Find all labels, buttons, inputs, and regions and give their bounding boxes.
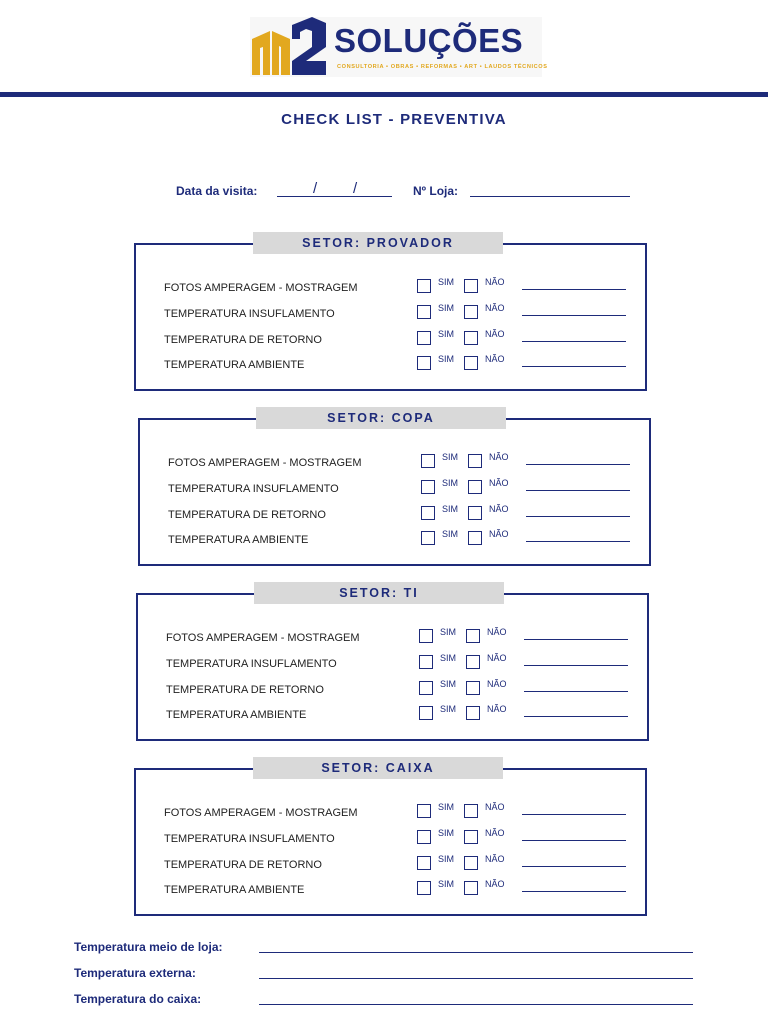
no-option-label: NÃO — [489, 529, 509, 539]
notes-field[interactable] — [524, 665, 628, 666]
logo-title: SOLUÇÕES — [334, 22, 524, 59]
notes-field[interactable] — [526, 516, 630, 517]
document-title: CHECK LIST - PREVENTIVA — [281, 111, 507, 128]
yes-option-label: SIM — [440, 627, 457, 637]
no-option-label: NÃO — [485, 329, 505, 339]
yes-checkbox[interactable] — [421, 480, 435, 494]
yes-option-label: SIM — [442, 529, 459, 539]
yes-checkbox[interactable] — [421, 506, 435, 520]
no-checkbox[interactable] — [464, 856, 478, 870]
no-checkbox[interactable] — [464, 356, 478, 370]
no-checkbox[interactable] — [468, 480, 482, 494]
sector-section — [136, 593, 649, 741]
yes-checkbox[interactable] — [417, 856, 431, 870]
notes-field[interactable] — [522, 840, 626, 841]
item-label: FOTOS AMPERAGEM - MOSTRAGEM — [164, 282, 358, 294]
store-middle-temp-label: Temperatura meio de loja: — [74, 940, 223, 954]
store-number-field[interactable] — [470, 196, 630, 197]
no-checkbox[interactable] — [464, 881, 478, 895]
item-label: TEMPERATURA DE RETORNO — [164, 859, 322, 871]
yes-checkbox[interactable] — [417, 830, 431, 844]
no-option-label: NÃO — [485, 879, 505, 889]
no-option-label: NÃO — [487, 679, 507, 689]
yes-option-label: SIM — [438, 303, 455, 313]
item-label: TEMPERATURA INSUFLAMENTO — [164, 308, 335, 320]
yes-checkbox[interactable] — [417, 356, 431, 370]
notes-field[interactable] — [522, 866, 626, 867]
yes-option-label: SIM — [442, 478, 459, 488]
sector-title: SETOR: PROVADOR — [253, 232, 503, 254]
sector-title: SETOR: CAIXA — [253, 757, 503, 779]
yes-option-label: SIM — [438, 879, 455, 889]
item-label: TEMPERATURA INSUFLAMENTO — [164, 833, 335, 845]
checklist-item — [138, 629, 651, 649]
yes-option-label: SIM — [438, 828, 455, 838]
visit-date-label: Data da visita: — [176, 184, 258, 198]
notes-field[interactable] — [524, 639, 628, 640]
yes-option-label: SIM — [438, 329, 455, 339]
yes-checkbox[interactable] — [421, 531, 435, 545]
date-separator: / — [313, 180, 318, 197]
checklist-item — [140, 506, 653, 526]
yes-checkbox[interactable] — [417, 305, 431, 319]
sector-section — [138, 418, 651, 566]
item-label: TEMPERATURA INSUFLAMENTO — [168, 483, 339, 495]
footer-field-row — [0, 992, 768, 1012]
no-option-label: NÃO — [485, 828, 505, 838]
no-option-label: NÃO — [487, 704, 507, 714]
sector-section — [134, 243, 647, 391]
yes-checkbox[interactable] — [417, 804, 431, 818]
notes-field[interactable] — [524, 691, 628, 692]
item-label: FOTOS AMPERAGEM - MOSTRAGEM — [168, 457, 362, 469]
checklist-item — [136, 881, 649, 901]
notes-field[interactable] — [522, 341, 626, 342]
checklist-item — [140, 454, 653, 474]
sector-title: SETOR: TI — [254, 582, 504, 604]
yes-checkbox[interactable] — [417, 279, 431, 293]
footer-field-row — [0, 940, 768, 960]
yes-checkbox[interactable] — [419, 681, 433, 695]
no-option-label: NÃO — [485, 354, 505, 364]
no-checkbox[interactable] — [466, 629, 480, 643]
external-temp-field[interactable] — [259, 978, 693, 979]
no-option-label: NÃO — [485, 854, 505, 864]
yes-option-label: SIM — [438, 854, 455, 864]
no-checkbox[interactable] — [468, 506, 482, 520]
checklist-item — [136, 305, 649, 325]
item-label: TEMPERATURA INSUFLAMENTO — [166, 658, 337, 670]
checklist-item — [136, 856, 649, 876]
checklist-item — [138, 655, 651, 675]
register-temp-field[interactable] — [259, 1004, 693, 1005]
checklist-item — [136, 830, 649, 850]
item-label: TEMPERATURA AMBIENTE — [164, 359, 305, 371]
yes-option-label: SIM — [442, 452, 459, 462]
yes-checkbox[interactable] — [417, 331, 431, 345]
checklist-item — [136, 331, 649, 351]
notes-field[interactable] — [522, 814, 626, 815]
no-checkbox[interactable] — [464, 279, 478, 293]
register-temp-label: Temperatura do caixa: — [74, 992, 202, 1006]
checklist-item — [138, 706, 651, 726]
no-checkbox[interactable] — [464, 331, 478, 345]
yes-option-label: SIM — [440, 679, 457, 689]
item-label: TEMPERATURA DE RETORNO — [166, 684, 324, 696]
notes-field[interactable] — [526, 464, 630, 465]
external-temp-label: Temperatura externa: — [74, 966, 196, 980]
no-checkbox[interactable] — [464, 804, 478, 818]
footer-field-row — [0, 966, 768, 986]
notes-field[interactable] — [522, 366, 626, 367]
header-divider — [0, 92, 768, 97]
yes-checkbox[interactable] — [419, 629, 433, 643]
sector-section — [134, 768, 647, 916]
no-checkbox[interactable] — [464, 830, 478, 844]
notes-field[interactable] — [522, 315, 626, 316]
yes-option-label: SIM — [440, 653, 457, 663]
item-label: TEMPERATURA AMBIENTE — [164, 884, 305, 896]
logo-subtitle: CONSULTORIA • OBRAS • REFORMAS • ART • LAUDOS TÉCNICOS — [337, 64, 548, 70]
sector-title: SETOR: COPA — [256, 407, 506, 429]
no-option-label: NÃO — [487, 653, 507, 663]
yes-checkbox[interactable] — [421, 454, 435, 468]
no-checkbox[interactable] — [466, 681, 480, 695]
m2-logo-mark-icon — [250, 17, 334, 77]
notes-field[interactable] — [524, 716, 628, 717]
visit-date-field[interactable] — [277, 180, 392, 197]
yes-option-label: SIM — [438, 802, 455, 812]
notes-field[interactable] — [526, 490, 630, 491]
no-checkbox[interactable] — [466, 655, 480, 669]
yes-option-label: SIM — [442, 504, 459, 514]
checklist-item — [136, 279, 649, 299]
item-label: TEMPERATURA AMBIENTE — [166, 709, 307, 721]
no-checkbox[interactable] — [466, 706, 480, 720]
yes-option-label: SIM — [438, 277, 455, 287]
notes-field[interactable] — [522, 891, 626, 892]
no-option-label: NÃO — [489, 504, 509, 514]
no-option-label: NÃO — [487, 627, 507, 637]
checklist-item — [138, 681, 651, 701]
yes-checkbox[interactable] — [419, 706, 433, 720]
no-option-label: NÃO — [485, 277, 505, 287]
yes-option-label: SIM — [438, 354, 455, 364]
checklist-item — [136, 804, 649, 824]
item-label: TEMPERATURA DE RETORNO — [164, 334, 322, 346]
yes-checkbox[interactable] — [417, 881, 431, 895]
item-label: TEMPERATURA DE RETORNO — [168, 509, 326, 521]
checklist-item — [140, 531, 653, 551]
notes-field[interactable] — [526, 541, 630, 542]
no-option-label: NÃO — [485, 802, 505, 812]
store-middle-temp-field[interactable] — [259, 952, 693, 953]
store-number-label: Nº Loja: — [413, 184, 459, 198]
yes-checkbox[interactable] — [419, 655, 433, 669]
company-logo — [250, 17, 548, 77]
item-label: FOTOS AMPERAGEM - MOSTRAGEM — [166, 632, 360, 644]
no-option-label: NÃO — [489, 452, 509, 462]
notes-field[interactable] — [522, 289, 626, 290]
item-label: FOTOS AMPERAGEM - MOSTRAGEM — [164, 807, 358, 819]
item-label: TEMPERATURA AMBIENTE — [168, 534, 309, 546]
no-option-label: NÃO — [485, 303, 505, 313]
checklist-item — [140, 480, 653, 500]
checklist-item — [136, 356, 649, 376]
date-separator: / — [353, 180, 358, 197]
no-checkbox[interactable] — [468, 454, 482, 468]
no-checkbox[interactable] — [464, 305, 478, 319]
no-checkbox[interactable] — [468, 531, 482, 545]
yes-option-label: SIM — [440, 704, 457, 714]
no-option-label: NÃO — [489, 478, 509, 488]
